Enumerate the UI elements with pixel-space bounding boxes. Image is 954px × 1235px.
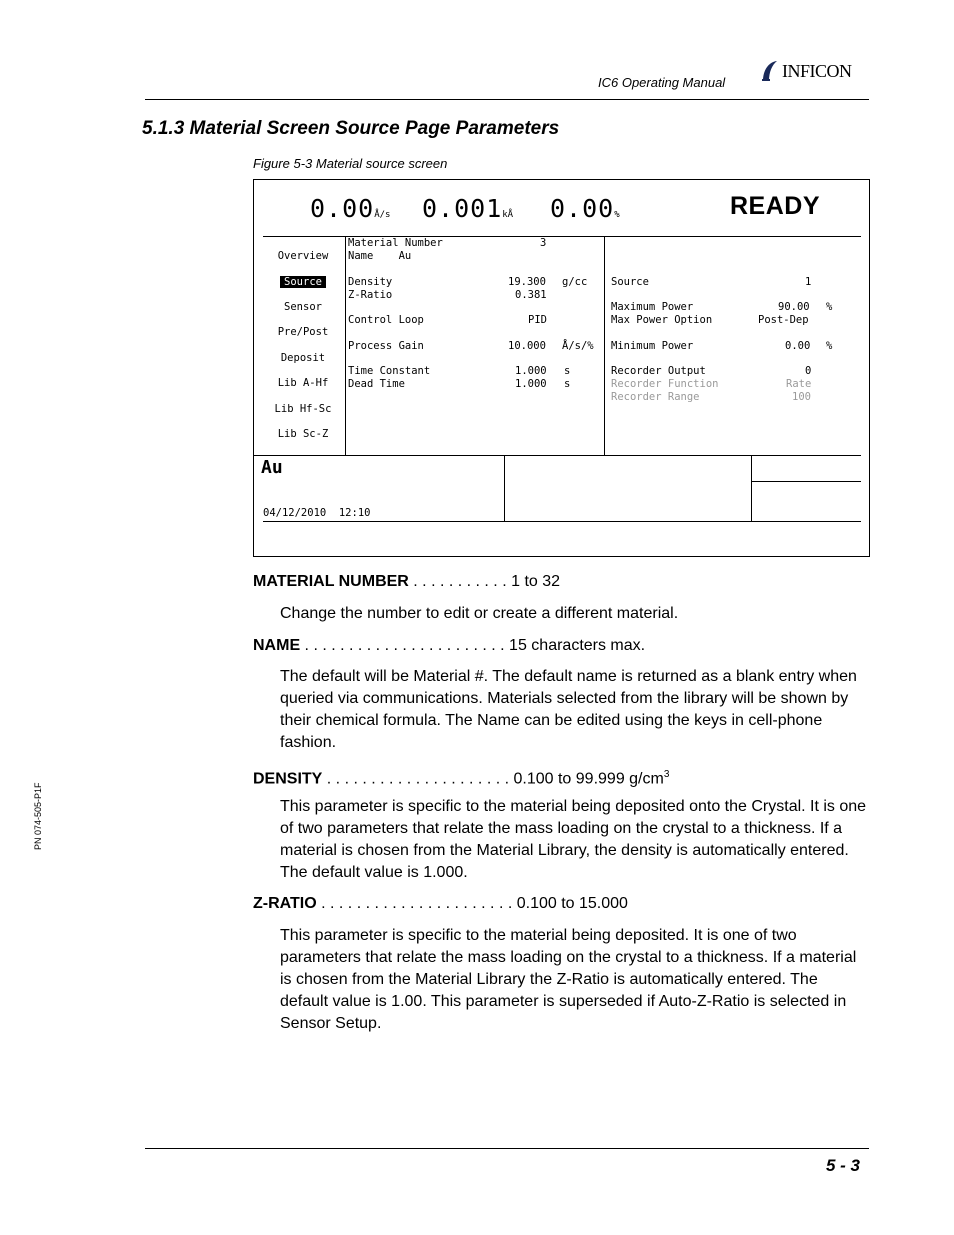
menu-lib-sc-z[interactable]: Lib Sc-Z (277, 428, 329, 440)
max-power-option-label: Max Power Option (611, 314, 713, 326)
menu-divider (345, 236, 346, 456)
status-ready: READY (730, 192, 821, 220)
process-gain-unit: Å/s/% (562, 340, 594, 352)
name-field[interactable]: Name Au (348, 250, 412, 262)
section-title: 5.1.3 Material Screen Source Page Parameters (142, 118, 560, 139)
brand-name: INFICON (782, 60, 852, 81)
max-power-option-value[interactable]: Post-Dep (758, 314, 809, 326)
material-number-value[interactable]: 3 (540, 237, 547, 249)
minimum-power-value[interactable]: 0.00 (785, 340, 811, 352)
recorder-output-label: Recorder Output (611, 365, 706, 377)
page-number: 5 - 3 (826, 1156, 861, 1175)
recorder-function-label: Recorder Function (611, 378, 719, 390)
source-label: Source (611, 276, 649, 288)
rate-readout: 0.00Å/s (310, 194, 391, 223)
figure-caption: Figure 5-3 Material source screen (253, 156, 448, 171)
bottom-divider (254, 455, 861, 456)
minimum-power-unit: % (826, 340, 833, 352)
inficon-logo-icon (760, 59, 780, 83)
z-ratio-value[interactable]: 0.381 (515, 289, 547, 301)
menu-lib-a-hf[interactable]: Lib A-Hf (277, 377, 329, 389)
maximum-power-label: Maximum Power (611, 301, 694, 313)
minimum-power-label: Minimum Power (611, 340, 694, 352)
time-constant-unit: s (564, 365, 571, 377)
material-number-label: Material Number (348, 237, 443, 249)
status-divider-3 (751, 481, 861, 482)
menu-pre-post[interactable]: Pre/Post (277, 326, 329, 338)
thickness-readout: 0.001kÅ (422, 194, 514, 223)
inficon-logo (760, 58, 872, 84)
maximum-power-unit: % (826, 301, 833, 313)
param-density-desc: This parameter is specific to the material being deposited onto the Crystal. It is one of two parameters that relate the mass loading on the crystal to a thickness. If a material is chosen from the Material Library, the density is automatically entered. The default value is 1.000. (280, 798, 867, 881)
time-constant-label: Time Constant (348, 365, 431, 377)
menu-lib-hf-sc[interactable]: Lib Hf-Sc (274, 403, 332, 415)
process-gain-label: Process Gain (348, 340, 424, 352)
material-source-screen (253, 179, 870, 557)
part-number: PN 074-505-P1F (33, 782, 43, 850)
status-divider-2 (751, 455, 752, 521)
header-rule (145, 99, 869, 100)
maximum-power-value[interactable]: 90.00 (778, 301, 810, 313)
recorder-function-value: Rate (786, 378, 812, 390)
time-constant-value[interactable]: 1.000 (515, 365, 547, 377)
dead-time-unit: s (564, 378, 571, 390)
menu-source[interactable]: Source (262, 276, 344, 288)
material-symbol: Au (261, 457, 283, 478)
param-z-ratio-desc: This parameter is specific to the material being deposited. It is one of two parameters that relate the mass loading on the crystal to a thickness. If a material is chosen from the Material Library the Z-Ratio is automatically entered. The default value is 1.00. This parameter is superseded if Auto-Z-Ratio is selected in Sensor Setup. (280, 927, 857, 1032)
dead-time-value[interactable]: 1.000 (515, 378, 547, 390)
footer-rule (145, 1148, 869, 1149)
menu-deposit[interactable]: Deposit (280, 352, 326, 364)
param-name: NAME . . . . . . . . . . . . . . . . . . . . . . . 15 characters max. (253, 637, 646, 654)
menu-overview[interactable]: Overview (277, 250, 329, 262)
density-unit: g/cc (562, 276, 588, 288)
control-loop-value[interactable]: PID (528, 314, 547, 326)
recorder-output-value[interactable]: 0 (805, 365, 812, 377)
date-time: 04/12/2010 12:10 (263, 507, 371, 519)
param-z-ratio: Z-RATIO . . . . . . . . . . . . . . . . . . . . . . 0.100 to 15.000 (253, 895, 628, 912)
z-ratio-label: Z-Ratio (348, 289, 393, 301)
dead-time-label: Dead Time (348, 378, 405, 390)
density-value[interactable]: 19.300 (508, 276, 546, 288)
control-loop-label: Control Loop (348, 314, 424, 326)
param-name-desc: The default will be Material #. The default name is returned as a blank entry when queried via communications. Materials selected from the library will be shown by their chemical formula. The Name can be edited using the keys in cell-phone fashion. (280, 668, 857, 751)
mid-divider (604, 236, 605, 456)
menu-sensor[interactable]: Sensor (284, 301, 322, 313)
param-material-number-desc: Change the number to edit or create a different material. (280, 605, 679, 622)
manual-title: IC6 Operating Manual (598, 75, 726, 90)
process-gain-value[interactable]: 10.000 (508, 340, 546, 352)
param-material-number: MATERIAL NUMBER . . . . . . . . . . . 1 to 32 (253, 573, 561, 590)
recorder-range-label: Recorder Range (611, 391, 700, 403)
status-bottom-line (263, 521, 861, 522)
density-label: Density (348, 276, 393, 288)
recorder-range-value: 100 (792, 391, 811, 403)
source-value[interactable]: 1 (805, 276, 812, 288)
power-readout: 0.00% (550, 194, 620, 223)
param-density: DENSITY . . . . . . . . . . . . . . . . . . . . . 0.100 to 99.999 $g/cm^3$ (253, 769, 670, 788)
status-divider-1 (504, 455, 505, 521)
